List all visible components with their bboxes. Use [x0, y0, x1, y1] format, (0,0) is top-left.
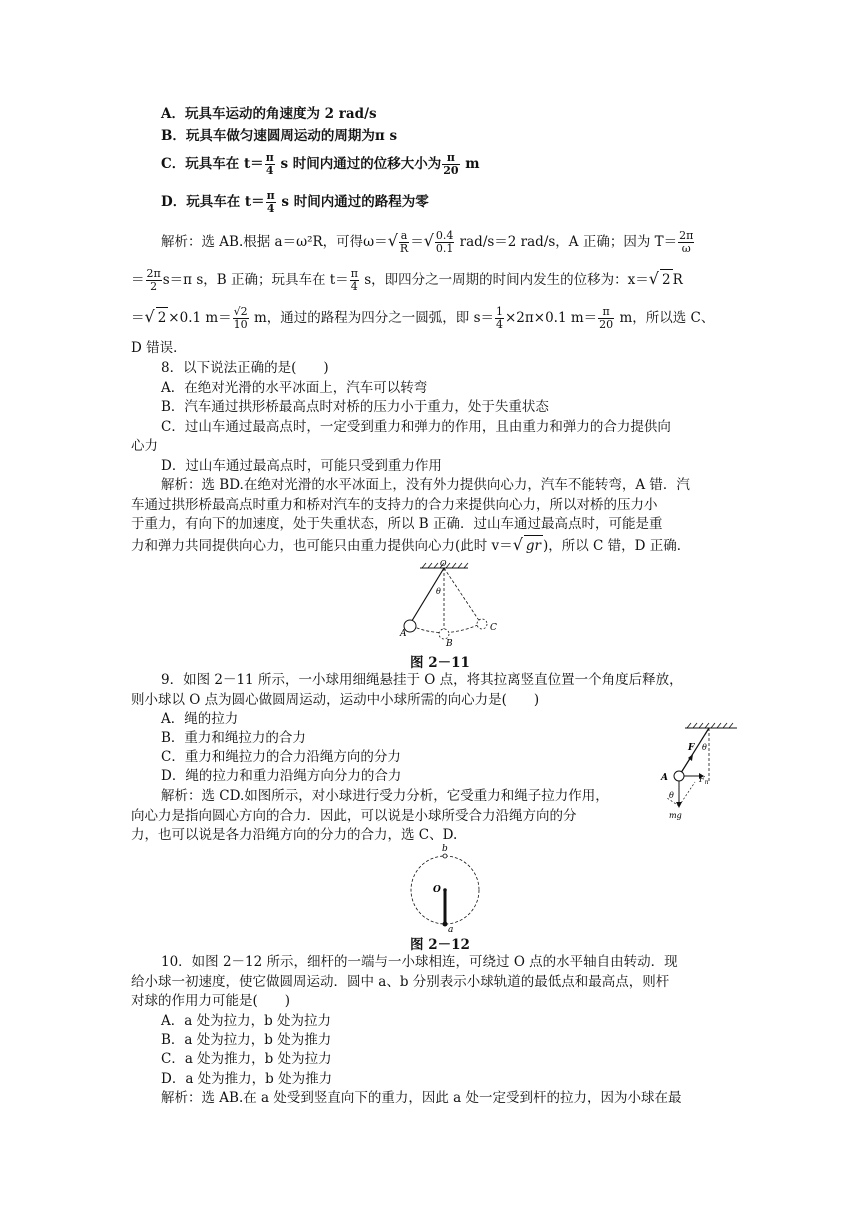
- q7-option-d: D．玩具车在 t＝ $\frac{\pi}{4}$ s 时间内通过的路程为零: [161, 189, 429, 215]
- q10-stem-line3: 对球的作用力可能是( ): [131, 993, 291, 1009]
- fig211-label-theta: θ: [436, 587, 441, 596]
- q7-solution-line4: D 错误．: [131, 340, 187, 356]
- q9-option-d: D．绳的拉力和重力沿绳方向分力的合力: [161, 768, 402, 784]
- q9-option-a: A．绳的拉力: [161, 711, 239, 727]
- force-label-theta: θ: [702, 743, 707, 752]
- q10-option-d: D．a 处为推力，b 处为推力: [161, 1071, 333, 1087]
- q10-option-b: B．a 处为拉力，b 处为推力: [161, 1032, 332, 1048]
- force-label-fn: $F_n$: [699, 775, 709, 786]
- q8-option-a: A．在绝对光滑的水平冰面上，汽车可以转弯: [161, 380, 428, 396]
- q7-solution-line1: 解析：选 AB.根据 a＝ω²R，可得ω＝√ $\frac{a}{R}$ ＝√ $\frac{0.4}{0.1}$ rad/s＝2 rad/s，A 正确；因为 T＝ $\frac{2\pi}{\omega}$: [161, 229, 694, 255]
- force-label-theta2: θ: [669, 791, 674, 800]
- fig211-label-a: A: [400, 629, 407, 639]
- q9-solution-line2: 向心力是指向圆心方向的合力．因此，可以说是小球所受合力沿绳方向的分: [131, 808, 577, 824]
- figure-2-12: [405, 842, 485, 932]
- figure-force-analysis: [655, 720, 745, 820]
- fig212-label-a: a: [448, 925, 454, 932]
- q10-stem-line1: 10．如图 2－12 所示，细杆的一端与一小球相连，可绕过 O 点的水平轴自由转动．现: [161, 954, 678, 970]
- q7-option-a: A．玩具车运动的角速度为 2 rad/s: [161, 106, 377, 122]
- q10-option-c: C．a 处为推力，b 处为拉力: [161, 1051, 332, 1067]
- q8-option-b: B．汽车通过拱形桥最高点时对桥的压力小于重力，处于失重状态: [161, 399, 549, 415]
- fig211-label-o: O: [440, 560, 447, 568]
- q7-solution-line3: ＝√ 2 ×0.1 m＝ $\frac{√2}{10}$ m，通过的路程为四分之一圆弧，即 s＝ $\frac{1}{4}$ ×2π×0.1 m＝ $\frac{\pi}{20}$ m，所以选 C、: [131, 305, 715, 331]
- q9-stem-line2: 则小球以 O 点为圆心做圆周运动，运动中小球所需的向心力是( ): [131, 692, 540, 708]
- figure-2-11-caption: 图 2－11: [410, 655, 470, 671]
- q8-solution-line1: 解析：选 BD.在绝对光滑的水平冰面上，没有外力提供向心力，汽车不能转弯，A 错．汽: [161, 477, 690, 493]
- q9-solution-line1: 解析：选 CD.如图所示，对小球进行受力分析，它受重力和绳子拉力作用，: [161, 788, 609, 804]
- q8-solution-line3: 于重力，有向下的加速度，处于失重状态，所以 B 正确．过山车通过最高点时，可能是重: [131, 516, 663, 532]
- q7-solution-line2: ＝ $\frac{2\pi}{2}$ s＝π s，B 正确；玩具车在 t＝ $\frac{\pi}{4}$ s，即四分之一周期的时间内发生的位移为：x＝√ 2 R: [131, 267, 683, 293]
- q7-option-b: B．玩具车做匀速圆周运动的周期为π s: [161, 128, 398, 144]
- q8-option-c-line2: 心力: [131, 438, 158, 454]
- q8-option-d: D．过山车通过最高点时，可能只受到重力作用: [161, 458, 442, 474]
- fig212-label-o: O: [433, 885, 441, 895]
- force-label-f: F: [688, 743, 695, 753]
- force-label-mg: mg: [669, 811, 682, 820]
- force-label-a: A: [661, 773, 668, 783]
- q9-solution-line3: 力，也可以说是各力沿绳方向的分力的合力，选 C、D.: [131, 827, 458, 843]
- q7-option-c: C．玩具车在 t＝ $\frac{\pi}{4}$ s 时间内通过的位移大小为 $\frac{\pi}{20}$ m: [161, 151, 480, 177]
- q8-stem: 8．以下说法正确的是( ): [161, 360, 329, 376]
- fig212-label-b: b: [442, 844, 448, 854]
- q8-option-c-line1: C．过山车通过最高点时，一定受到重力和弹力的作用，且由重力和弹力的合力提供向: [161, 419, 671, 435]
- q9-stem-line1: 9．如图 2－11 所示，一小球用细绳悬挂于 O 点，将其拉离竖直位置一个角度后释放，: [161, 672, 683, 688]
- q10-solution-line1: 解析：选 AB.在 a 处受到竖直向下的重力，因此 a 处一定受到杆的拉力，因为小球在最: [161, 1090, 682, 1106]
- q10-option-a: A．a 处为拉力，b 处为拉力: [161, 1013, 332, 1029]
- q9-option-c: C．重力和绳拉力的合力沿绳方向的分力: [161, 749, 401, 765]
- fig211-label-b: B: [446, 639, 453, 649]
- figure-2-12-caption: 图 2－12: [410, 937, 470, 953]
- q8-solution-line2: 车通过拱形桥最高点时重力和桥对汽车的支持力的合力来提供向心力，所以对桥的压力小: [131, 497, 658, 513]
- figure-2-11: [390, 560, 510, 650]
- fig211-label-c: C: [490, 623, 497, 633]
- q8-solution-line4: 力和弹力共同提供向心力，也可能只由重力提供向心力(此时 v＝√ gr )，所以 C 错，D 正确．: [131, 535, 691, 554]
- q9-option-b: B．重力和绳拉力的合力: [161, 730, 306, 746]
- q10-stem-line2: 给小球一初速度，使它做圆周运动．圆中 a、b 分别表示小球轨道的最低点和最高点，则杆: [131, 974, 670, 990]
